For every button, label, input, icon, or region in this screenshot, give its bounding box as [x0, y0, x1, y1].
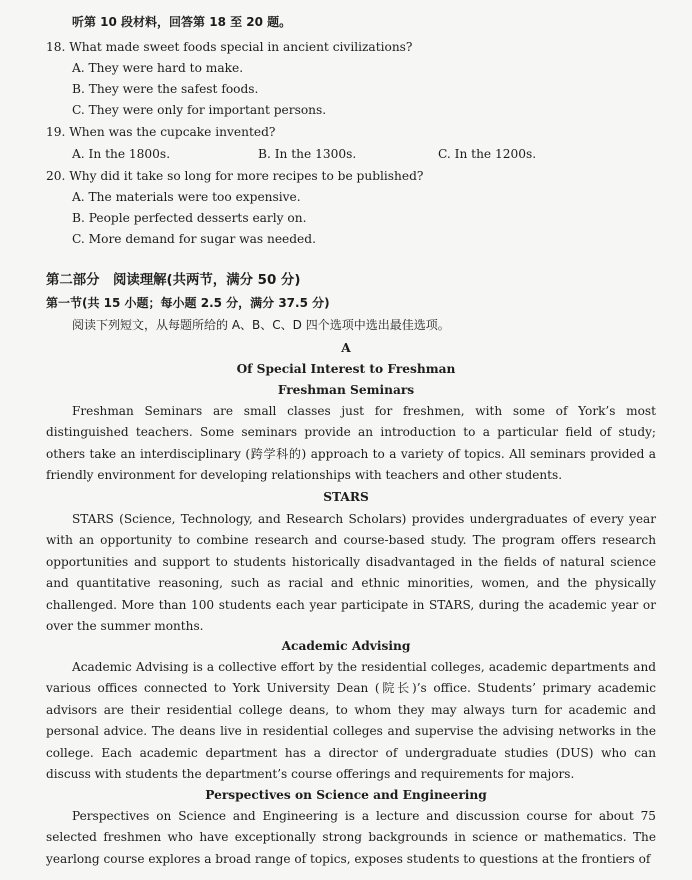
question-19-stem: 19. When was the cupcake invented? [46, 125, 276, 139]
question-18-option-a: A. They were hard to make. [72, 61, 244, 75]
section-heading-academic-advising: Academic Advising [281, 639, 411, 653]
question-18-option-c: C. They were only for important persons. [72, 103, 327, 117]
question-20-option-b: B. People perfected desserts early on. [72, 211, 307, 225]
section-heading-stars: STARS [323, 490, 369, 504]
section-text-freshman-seminars: Freshman Seminars are small classes just for freshmen, with some of York’s most distinguished teachers. Some seminars provide an introduction to a particular field of study; others take an interdisciplinary (跨学科的) approach to a variety of topics. All seminars provided a friendly environment for developing relationships with teachers and other students. [46, 404, 656, 483]
question-18-stem: 18. What made sweet foods special in ancient civilizations? [46, 40, 413, 54]
part2-heading: 第二部分 阅读理解(共两节，满分 50 分) [46, 273, 301, 288]
question-20-option-c: C. More demand for sugar was needed. [72, 232, 316, 246]
section-text-academic-advising: Academic Advising is a collective effort by the residential colleges, academic departments and various offices connected to York University Dean (院长)’s office. Students’ primary academic advisors are their residential college deans, to whom they may always turn for academic and personal advice. The deans live in residential colleges and supervise the advising networks in the college. Each academic department has a director of undergraduate studies (DUS) who can discuss with students the department’s course offerings and requirements for majors. [46, 660, 656, 782]
question-19-option-b: B. In the 1300s. [258, 147, 357, 161]
section1-heading: 第一节(共 15 小题；每小题 2.5 分，满分 37.5 分) [46, 296, 330, 310]
question-19-option-a: A. In the 1800s. [72, 147, 171, 161]
section-text-perspectives: Perspectives on Science and Engineering is a lecture and discussion course for about 75 selected freshmen who have exceptionally strong backgrounds in science or mathematics. The yearlong course explores a broad range of topics, exposes students to questions at the frontiers of [46, 809, 656, 866]
passage-letter: A [341, 341, 351, 355]
question-20-option-a: A. The materials were too expensive. [72, 190, 301, 204]
section-text-stars: STARS (Science, Technology, and Research Scholars) provides undergraduates of every year with an opportunity to combine research and course-based study. The program offers research opportunities and support to students historically disadvantaged in the fields of natural science and quantitative reasoning, such as racial and ethnic minorities, women, and the physically challenged. More than 100 students each year participate in STARS, during the academic year or over the summer months. [46, 512, 656, 634]
passage-title: Of Special Interest to Freshman [236, 362, 456, 376]
question-19-option-c: C. In the 1200s. [438, 147, 537, 161]
section-heading-freshman-seminars: Freshman Seminars [277, 383, 415, 397]
section-heading-perspectives: Perspectives on Science and Engineering [205, 788, 487, 802]
reading-instruction: 阅读下列短文，从每题所给的 A、B、C、D 四个选项中选出最佳选项。 [72, 318, 450, 332]
question-20-stem: 20. Why did it take so long for more recipes to be published? [46, 169, 424, 183]
question-18-option-b: B. They were the safest foods. [72, 82, 259, 96]
listening-intro: 听第 10 段材料，回答第 18 至 20 题。 [72, 15, 292, 29]
